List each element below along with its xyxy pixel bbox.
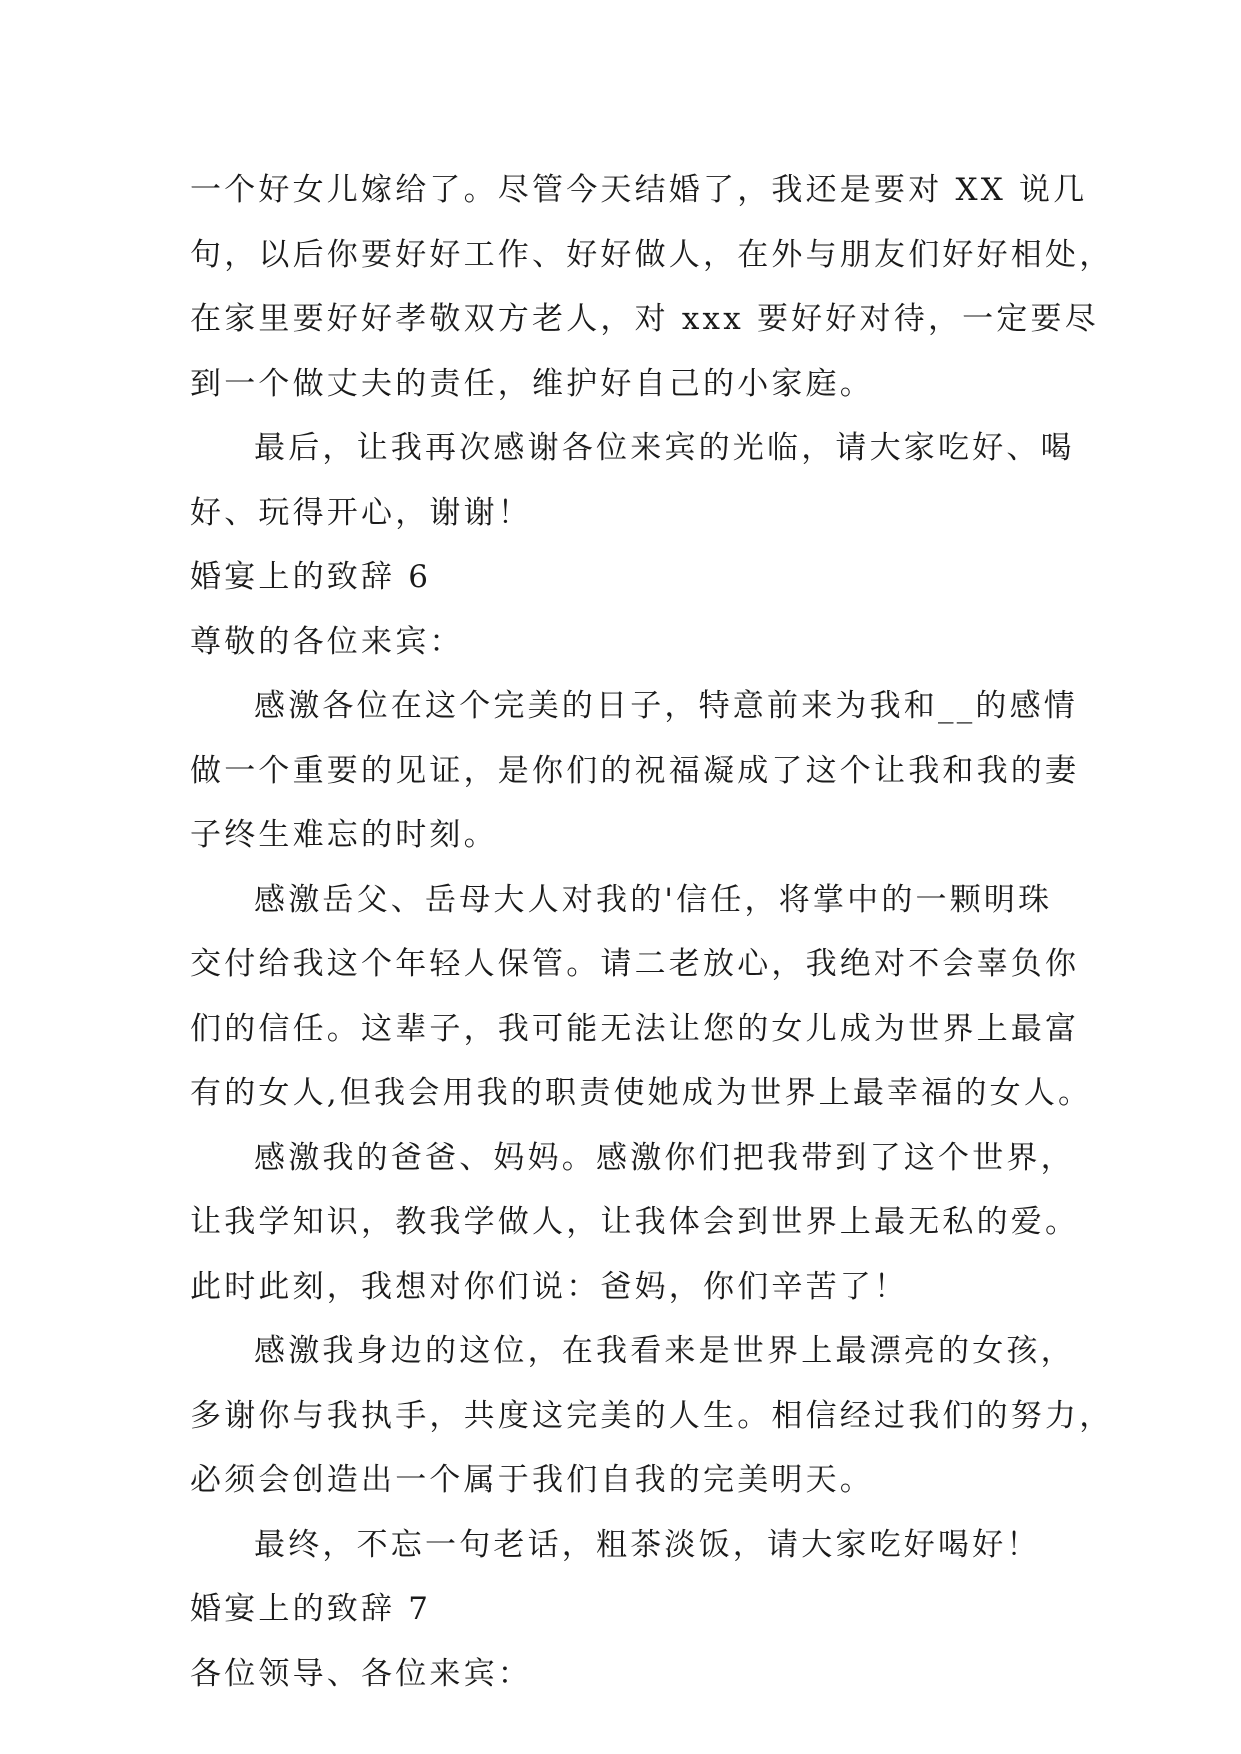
paragraph-start-line: 感激我身边的这位，在我看来是世界上最漂亮的女孩， — [254, 1333, 1075, 1369]
text-line: 到一个做丈夫的责任，维护好自己的小家庭。 — [190, 365, 874, 402]
document-body — [190, 158, 1114, 1706]
paragraph-start-line: 感激各位在这个完美的日子，特意前来为我和__的感情 — [254, 688, 1078, 724]
paragraph-start-line: 最后，让我再次感谢各位来宾的光临，请大家吃好、喝 — [254, 430, 1075, 466]
section-heading: 婚宴上的致辞 6 — [190, 559, 432, 595]
text-line: 在家里要好好孝敬双方老人，对 xxx 要好好对待，一定要尽 — [190, 301, 1099, 337]
text-line: 们的信任。这辈子，我可能无法让您的女儿成为世界上最富 — [190, 1010, 1080, 1047]
section-heading: 婚宴上的致辞 7 — [190, 1591, 432, 1627]
text-line: 做一个重要的见证，是你们的祝福凝成了这个让我和我的妻 — [190, 752, 1080, 789]
text-line: 必须会创造出一个属于我们自我的完美明天。 — [190, 1462, 874, 1498]
paragraph-start-line: 感激我的爸爸、妈妈。感激你们把我带到了这个世界， — [254, 1139, 1075, 1176]
paragraph-start-line: 感激岳父、岳母大人对我的'信任，将掌中的一颗明珠 — [254, 881, 1053, 918]
text-line: 句，以后你要好好工作、好好做人，在外与朋友们好好相处， — [190, 236, 1114, 273]
text-line: 交付给我这个年轻人保管。请二老放心，我绝对不会辜负你 — [190, 946, 1080, 982]
text-line: 让我学知识，教我学做人，让我体会到世界上最无私的爱。 — [190, 1204, 1080, 1240]
text-line: 一个好女儿嫁给了。尽管今天结婚了，我还是要对 XX 说几 — [190, 172, 1088, 208]
text-line: 多谢你与我执手，共度这完美的人生。相信经过我们的努力， — [190, 1397, 1114, 1434]
text-line: 好、玩得开心，谢谢！ — [190, 494, 532, 531]
paragraph-start-line: 最终，不忘一句老话，粗茶淡饭，请大家吃好喝好！ — [254, 1526, 1041, 1563]
text-line: 此时此刻，我想对你们说：爸妈，你们辛苦了！ — [190, 1268, 909, 1305]
text-line: 有的女人,但我会用我的职责使她成为世界上最幸福的女人。 — [190, 1075, 1093, 1111]
text-line: 子终生难忘的时刻。 — [190, 817, 498, 853]
salutation-line: 尊敬的各位来宾： — [190, 623, 464, 660]
salutation-line: 各位领导、各位来宾： — [190, 1655, 532, 1692]
